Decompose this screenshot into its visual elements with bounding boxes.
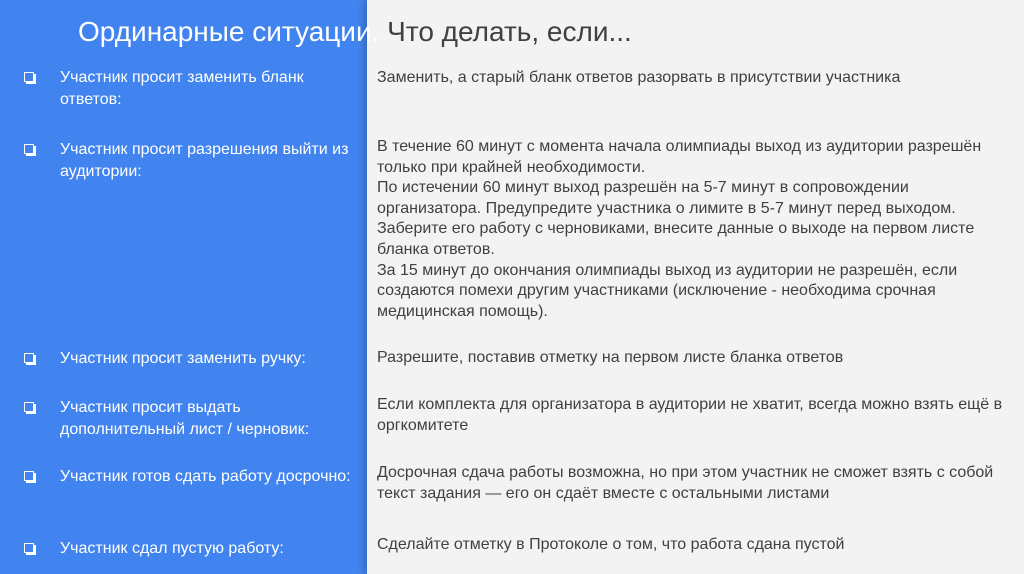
answer-paragraph: Досрочная сдача работы возможна, но при этом участник не сможет взять с собой текст задания — его он сдаёт вместе с остальными листами [377,464,994,502]
answer-paragraph: Если комплекта для организатора в аудитории не хватит, всегда можно взять ещё в оргкомитете [377,396,1003,434]
situation-question: Участник просит разрешения выйти из аудитории: [60,141,349,180]
situation-answer [377,463,1013,504]
answer-paragraph: В течение 60 минут с момента начала олимпиады выход из аудитории разрешён только при крайней необходимости. [377,138,982,176]
situation-answer [377,68,1013,89]
situation-question: Участник просит выдать дополнительный лист / черновик: [60,399,310,438]
situation-answer [377,348,1013,369]
answer-paragraph: Сделайте отметку в Протоколе о том, что работа сдана пустой [377,536,845,553]
checkbox-bullet-icon [24,543,34,553]
situation-question: Участник просит заменить ручку: [60,350,306,367]
slide-title [78,15,632,49]
checkbox-bullet-icon [24,353,34,363]
situation-answer [377,137,1013,322]
situation-question: Участник сдал пустую работу: [60,540,284,557]
answer-paragraph: За 15 минут до окончания олимпиады выход из аудитории не разрешён, если создаются помехи другим участниками (исключение - необходима срочная медицинская помощь). [377,261,958,320]
checkbox-bullet-icon [24,402,34,412]
answer-paragraph: Разрешите, поставив отметку на первом листе бланка ответов [377,349,844,366]
checkbox-bullet-icon [24,471,34,481]
situation-answer [377,535,1013,556]
answer-paragraph: Заменить, а старый бланк ответов разорвать в присутствии участника [377,69,901,86]
checkbox-bullet-icon [24,72,34,82]
slide-title-part2: Что делать, если... [379,16,632,47]
situation-question: Участник готов сдать работу досрочно: [60,468,351,485]
answer-paragraph: По истечении 60 минут выход разрешён на 5-7 минут в сопровождении организатора. Предупредите участника о лимите в 5-7 минут перед выходом. Заберите его работу с черновиками, внесите данные о выходе на первом листе бланка ответов. [377,179,975,258]
slide-title-part1: Ординарные ситуации. [78,16,380,47]
situation-answer [377,395,1013,436]
checkbox-bullet-icon [24,144,34,154]
situation-question: Участник просит заменить бланк ответов: [60,69,304,108]
